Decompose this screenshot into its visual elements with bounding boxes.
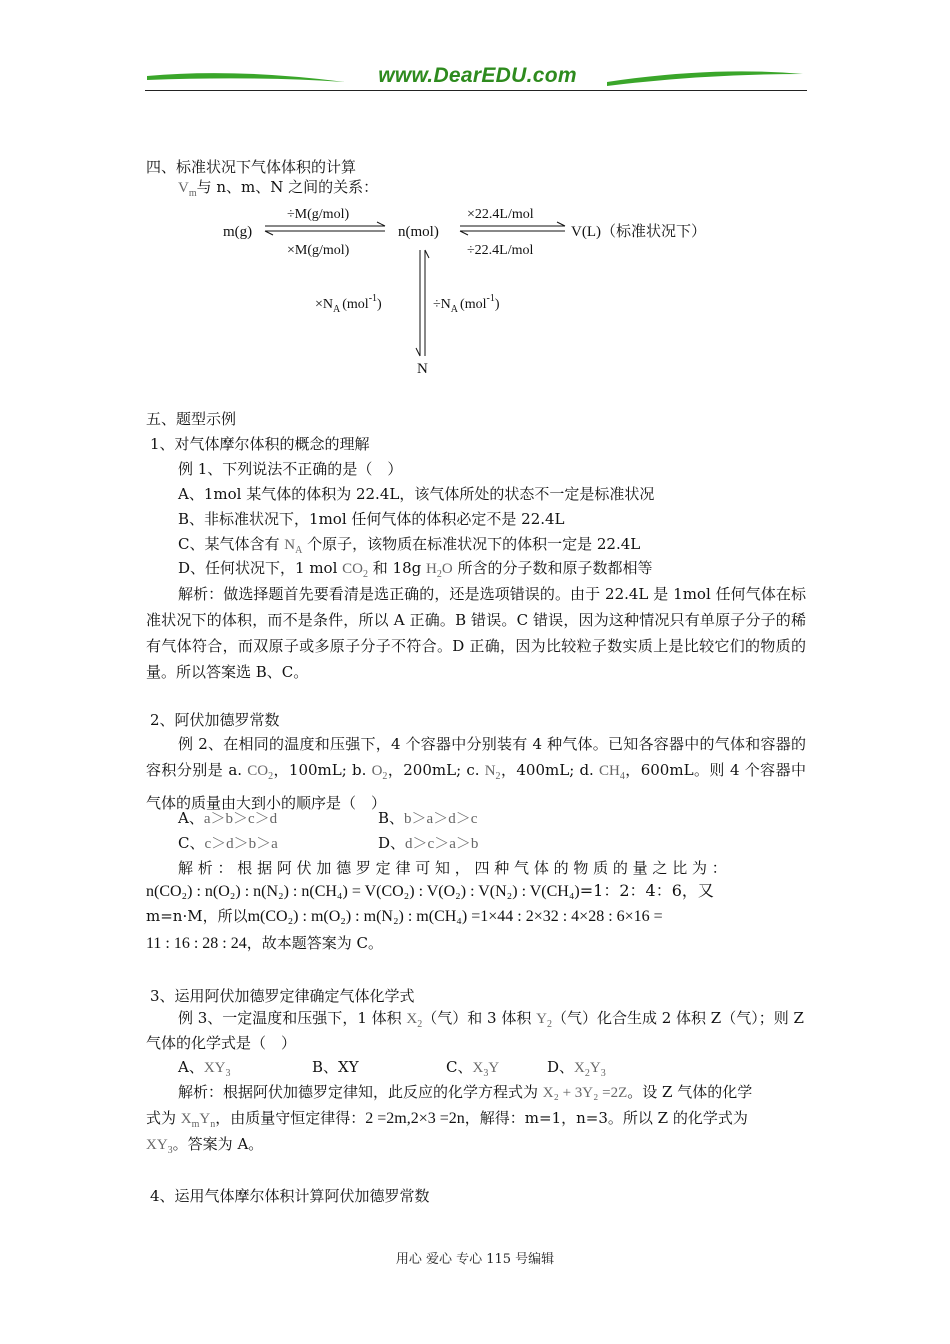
q1-option-d: D、任何状况下，1 mol $CO_2$ 和 18g $H_2O$ 所含的分子数和原子数都相等 (178, 559, 653, 580)
q3-stem-line2: 气体的化学式是（ ） (146, 1034, 297, 1052)
q3-stem-line1: 例 3、一定温度和压强下，1 体积 $X_2$（气）和 3 体积 $Y_2$（气）化合生成 2 体积 Z（气）；则 Z (178, 1009, 804, 1030)
q1-analysis: 解析：做选择题首先要看清是选正确的，还是选项错误的。由于 22.4L 是 1mol 任何气体在标准状况下的体积，而不是条件，所以 A 正确。B 错误。C 错误，因为这种情况只有单原子分子的稀有气体符合，而双原子或多原子分子不符合。D 正确，因为比较粒子数实质上是比较它们的物质的量。所以答案选 B、C。 (146, 585, 806, 681)
arrow-n-to-m-head (265, 231, 273, 235)
section5-title: 五、题型示例 (146, 410, 237, 428)
q1-option-c: C、某气体含有 $N_A$ 个原子，该物质在标准状况下的体积一定是 22.4L (178, 535, 641, 556)
label-mul-molar-mass: ×M(g/mol) (287, 243, 350, 258)
q2-heading: 2、阿伏加德罗常数 (150, 711, 280, 729)
header-rule (145, 90, 807, 91)
q2-option-c: C、c＞d＞b＞a (178, 834, 278, 852)
q1-heading: 1、对气体摩尔体积的概念的理解 (150, 435, 370, 453)
q3-heading: 3、运用阿伏加德罗定律确定气体化学式 (150, 987, 415, 1005)
vm-sub: m (188, 188, 197, 199)
q3-analysis-line3: $XY_3$。答案为 A。 (146, 1135, 264, 1156)
arrow-n-to-particles-head (416, 348, 420, 356)
node-mass: m(g) (223, 224, 253, 240)
q1-stem: 例 1、下列说法不正确的是（ ） (178, 460, 403, 478)
arrow-m-to-n-head (377, 222, 385, 226)
node-particles: N (417, 361, 428, 377)
q3-option-d: D、$X_2Y_3$ (547, 1058, 606, 1079)
node-volume: V(L)（标准状况下） (571, 224, 706, 240)
arrow-particles-to-n-head (425, 250, 429, 258)
header-swoosh-left-icon (145, 66, 355, 90)
q2-stem: 例 2、在相同的温度和压强下，4 个容器中分别装有 4 种气体。已知各容器中的气体和容器的容积分别是 a. $CO_2$，100mL; b. $O_2$，200mL; c. $N_2$，400mL; d. $CH_4$，600mL。则 4 个容器中气体的质量由大到小的顺序是（ ） (146, 735, 807, 812)
vm-symbol: V (178, 180, 189, 196)
q1-option-a: A、1mol 某气体的体积为 22.4L，该气体所处的状态不一定是标准状况 (178, 485, 655, 503)
q2-option-d: D、d＞c＞a＞b (378, 834, 479, 852)
q3-analysis-line2: 式为 $X_mY_n$，由质量守恒定律得：2 =2m,2×3 =2n，解得：m=1，n=3。所以 Z 的化学式为 (146, 1109, 748, 1130)
header-site-name: www.DearEDU.com (378, 64, 577, 87)
q2-analysis-line4: 11 : 16 : 28 : 24，故本题答案为 C。 (146, 934, 383, 952)
conversion-diagram (215, 198, 735, 380)
node-moles: n(mol) (398, 224, 439, 240)
q2-option-a: A、a＞b＞c＞d (178, 809, 278, 827)
q2-analysis-line1: 解 析 ： 根 据 阿 伏 加 德 罗 定 律 可 知 ， 四 种 气 体 的 物 质 的 量 之 比 为 ： (178, 859, 727, 877)
label-div-vol: ÷22.4L/mol (467, 243, 534, 258)
q3-analysis-line1: 解析：根据阿伏加德罗定律知，此反应的化学方程式为 X₂ + 3Y₂ =2Z。设 Z 气体的化学 (178, 1083, 753, 1101)
q2-analysis-line2: n(CO₂) : n(O₂) : n(N₂) : n(CH₄) = V(CO₂) : V(O₂) : V(N₂) : V(CH₄)=1：2：4：6，又 (146, 881, 714, 900)
label-mul-vol: ×22.4L/mol (467, 207, 534, 222)
q2-analysis-line3: m=n·M，所以m(CO₂) : m(O₂) : m(N₂) : m(CH₄) =1×44 : 2×32 : 4×28 : 6×16 = (146, 907, 663, 925)
q3-option-a: A、$XY_3$ (178, 1058, 231, 1079)
header-banner (145, 62, 807, 94)
label-div-na: $\div N_A$ (mol$^{-1}$) (433, 293, 500, 315)
arrow-n-to-v-head (557, 222, 565, 226)
q2-option-b: B、b＞a＞d＞c (378, 809, 478, 827)
relation-text: 与 n、m、N 之间的关系： (196, 178, 379, 196)
header-swoosh-right-icon (603, 66, 807, 90)
section4-title: 四、标准状况下气体体积的计算 (146, 158, 357, 176)
arrow-v-to-n-head (460, 231, 468, 235)
q1-option-b: B、非标准状况下，1mol 任何气体的体积必定不是 22.4L (178, 510, 565, 528)
q3-option-c: C、$X_3Y$ (446, 1058, 500, 1079)
q3-option-b: B、XY (312, 1058, 359, 1076)
label-mul-na: $\times N_A$ (mol$^{-1}$) (315, 293, 382, 315)
page-footer: 用心 爱心 专心 115 号编辑 (395, 1252, 555, 1267)
label-div-molar-mass: ÷M(g/mol) (287, 207, 350, 222)
q4-heading: 4、运用气体摩尔体积计算阿伏加德罗常数 (150, 1187, 430, 1205)
